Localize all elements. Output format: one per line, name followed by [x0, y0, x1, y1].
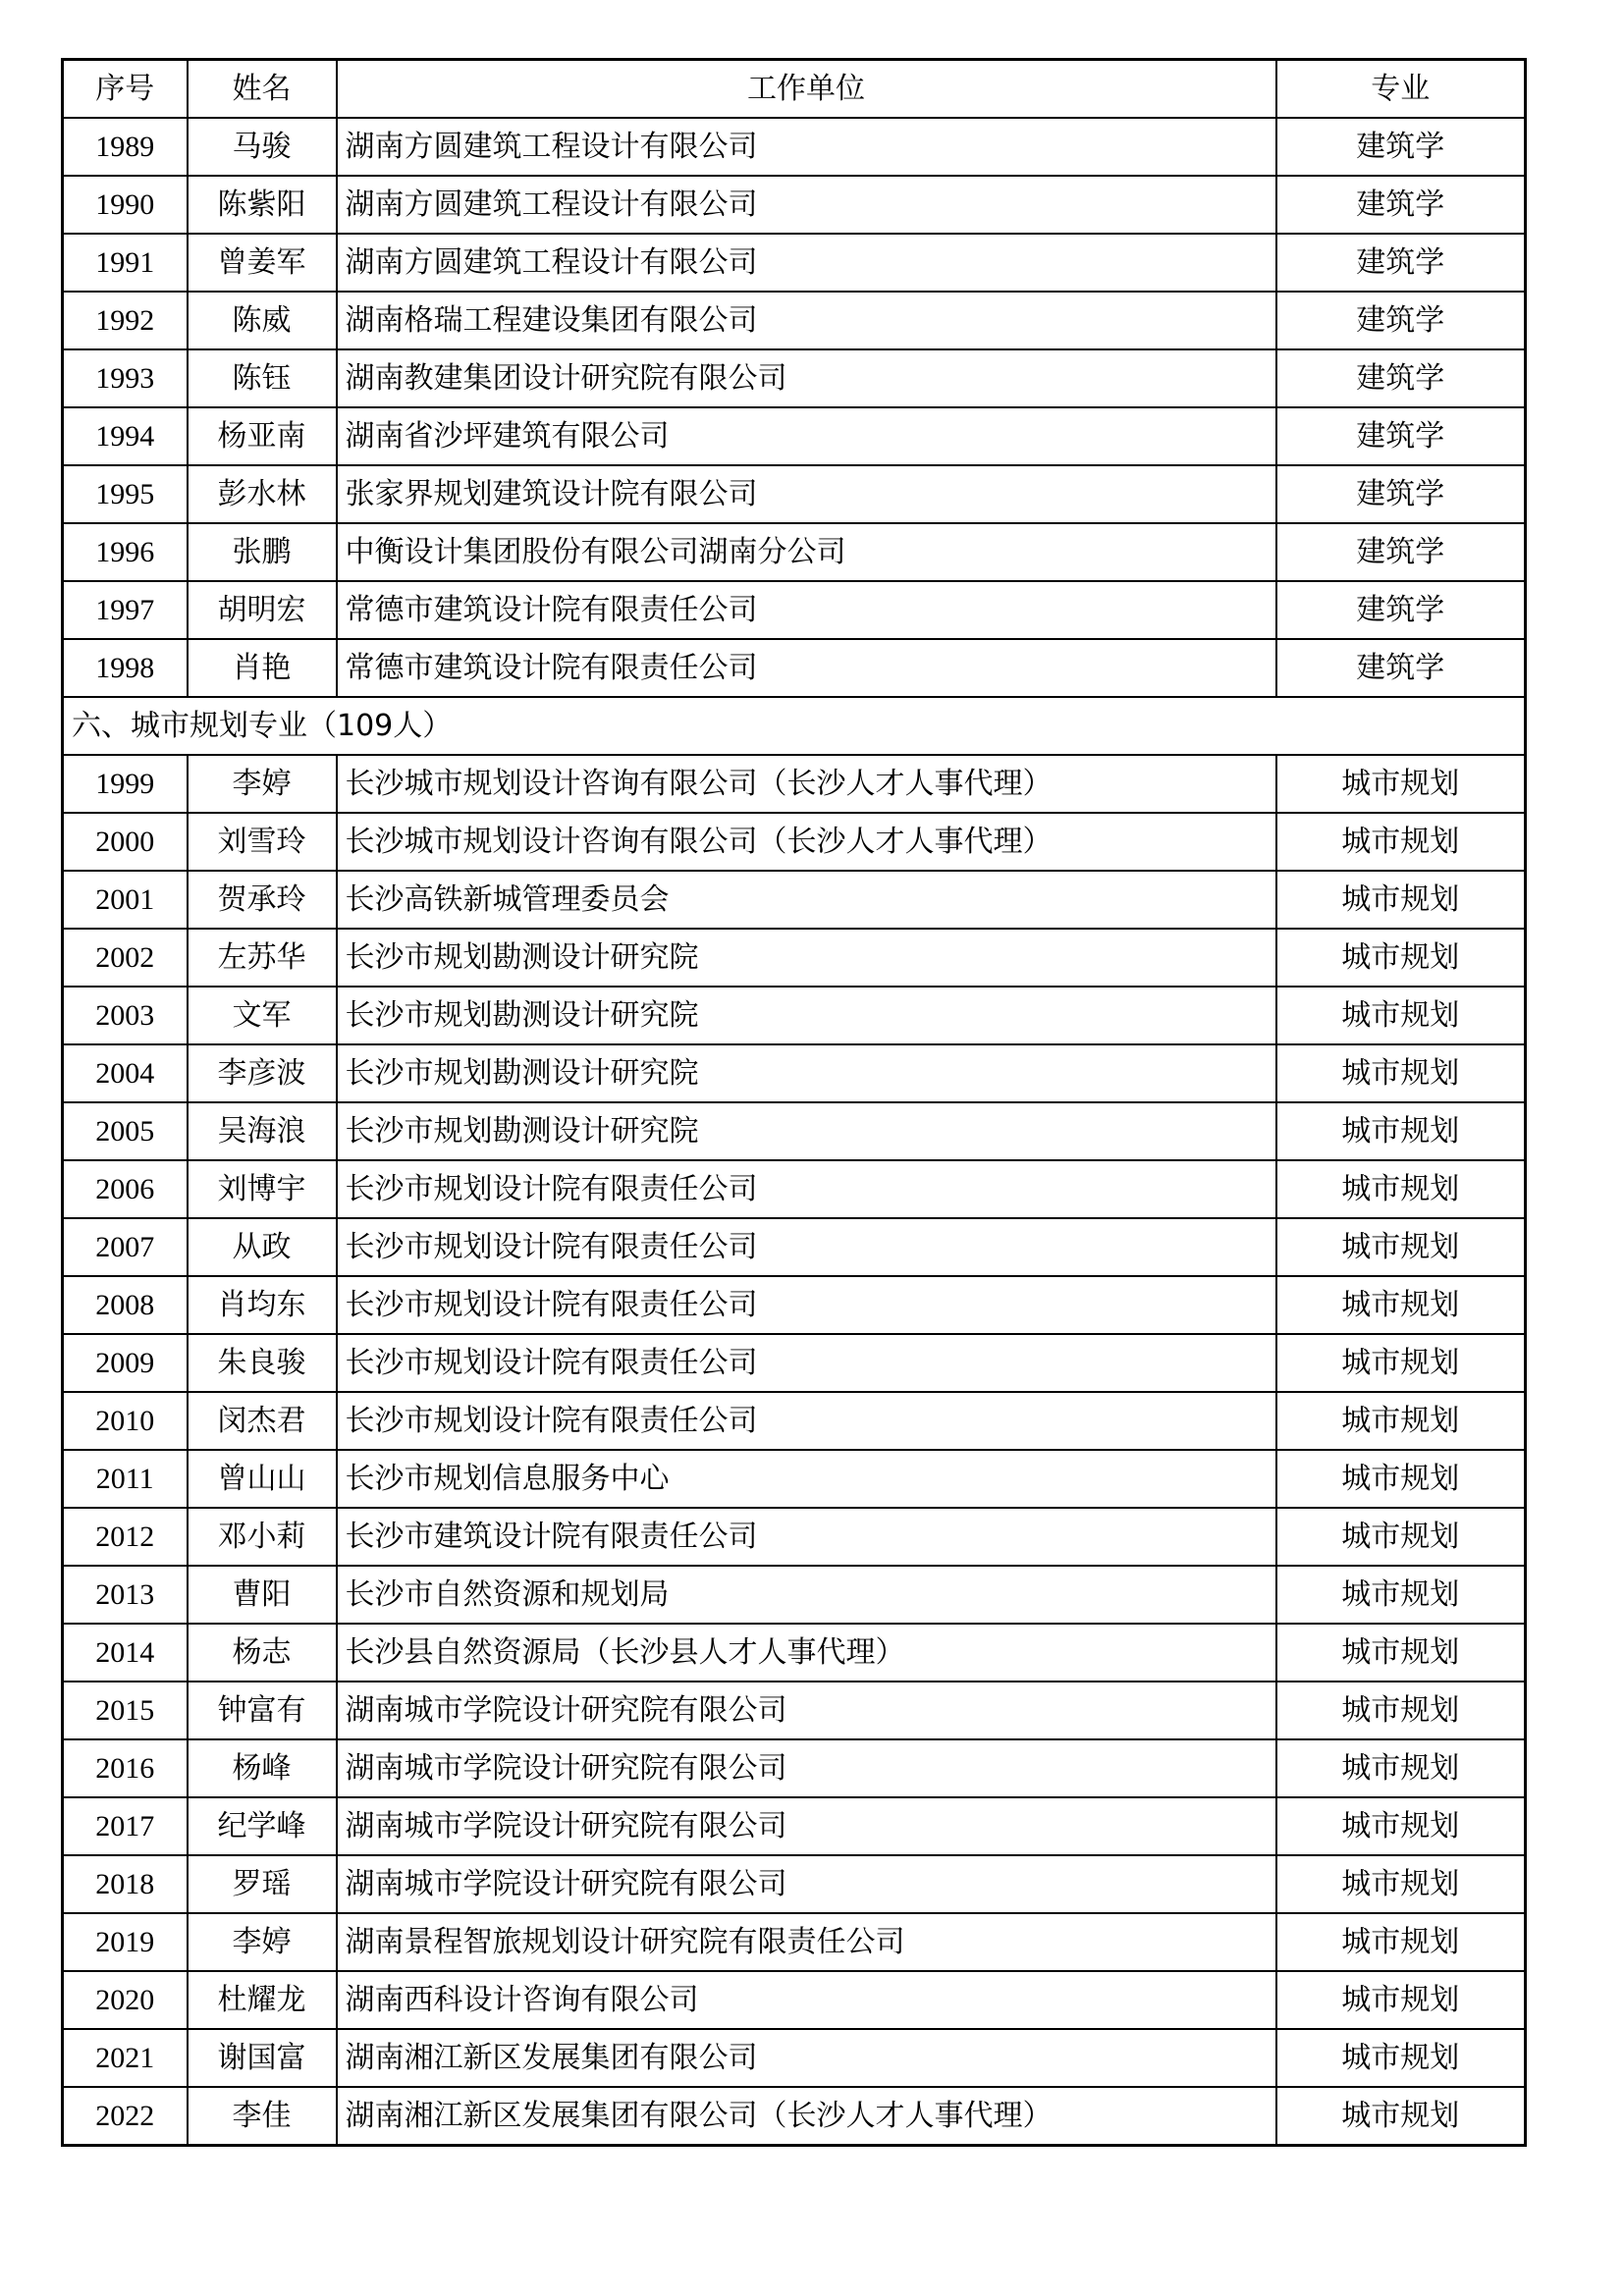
cell-unit: 长沙市规划设计院有限责任公司 — [337, 1392, 1276, 1450]
cell-major: 建筑学 — [1276, 639, 1526, 697]
cell-name: 罗瑶 — [188, 1855, 337, 1913]
cell-no: 1999 — [63, 755, 188, 813]
cell-no: 1994 — [63, 407, 188, 465]
cell-name: 吴海浪 — [188, 1102, 337, 1160]
table-row — [63, 523, 1526, 581]
cell-major: 城市规划 — [1276, 813, 1526, 871]
cell-name: 刘雪玲 — [188, 813, 337, 871]
table-row — [63, 2087, 1526, 2146]
cell-no: 2015 — [63, 1682, 188, 1739]
table-row — [63, 871, 1526, 929]
cell-major: 建筑学 — [1276, 523, 1526, 581]
cell-no: 2007 — [63, 1218, 188, 1276]
cell-unit: 长沙县自然资源局（长沙县人才人事代理） — [337, 1624, 1276, 1682]
table-row — [63, 1044, 1526, 1102]
cell-no: 2017 — [63, 1797, 188, 1855]
cell-unit: 湖南城市学院设计研究院有限公司 — [337, 1797, 1276, 1855]
cell-major: 建筑学 — [1276, 118, 1526, 176]
cell-no: 1989 — [63, 118, 188, 176]
cell-major: 建筑学 — [1276, 465, 1526, 523]
cell-name: 闵杰君 — [188, 1392, 337, 1450]
header-name: 姓名 — [188, 60, 337, 119]
cell-major: 城市规划 — [1276, 755, 1526, 813]
cell-name: 曾山山 — [188, 1450, 337, 1508]
table-row — [63, 581, 1526, 639]
cell-major: 建筑学 — [1276, 176, 1526, 234]
cell-name: 钟富有 — [188, 1682, 337, 1739]
table-row — [63, 639, 1526, 697]
header-no: 序号 — [63, 60, 188, 119]
cell-major: 城市规划 — [1276, 1276, 1526, 1334]
cell-name: 邓小莉 — [188, 1508, 337, 1566]
cell-name: 李彦波 — [188, 1044, 337, 1102]
header-unit: 工作单位 — [337, 60, 1276, 119]
table-row — [63, 1160, 1526, 1218]
cell-unit: 湖南方圆建筑工程设计有限公司 — [337, 234, 1276, 292]
cell-no: 2011 — [63, 1450, 188, 1508]
table-row — [63, 1913, 1526, 1971]
cell-no: 1992 — [63, 292, 188, 349]
cell-major: 建筑学 — [1276, 581, 1526, 639]
table-row — [63, 929, 1526, 987]
cell-unit: 中衡设计集团股份有限公司湖南分公司 — [337, 523, 1276, 581]
table-row — [63, 1508, 1526, 1566]
table-row — [63, 1450, 1526, 1508]
cell-name: 曾姜军 — [188, 234, 337, 292]
table-row — [63, 987, 1526, 1044]
cell-unit: 湖南西科设计咨询有限公司 — [337, 1971, 1276, 2029]
cell-no: 2004 — [63, 1044, 188, 1102]
cell-major: 城市规划 — [1276, 2029, 1526, 2087]
cell-no: 1997 — [63, 581, 188, 639]
table-row — [63, 1392, 1526, 1450]
table-row — [63, 176, 1526, 234]
cell-major: 城市规划 — [1276, 1913, 1526, 1971]
cell-name: 杨峰 — [188, 1739, 337, 1797]
table-row — [63, 234, 1526, 292]
cell-name: 杜耀龙 — [188, 1971, 337, 2029]
cell-major: 城市规划 — [1276, 1682, 1526, 1739]
section-title: 六、城市规划专业（109人） — [63, 697, 1526, 755]
cell-no: 1998 — [63, 639, 188, 697]
cell-no: 2003 — [63, 987, 188, 1044]
cell-unit: 长沙市规划设计院有限责任公司 — [337, 1218, 1276, 1276]
cell-name: 文军 — [188, 987, 337, 1044]
cell-name: 李婷 — [188, 1913, 337, 1971]
cell-unit: 湖南格瑞工程建设集团有限公司 — [337, 292, 1276, 349]
cell-name: 胡明宏 — [188, 581, 337, 639]
cell-name: 左苏华 — [188, 929, 337, 987]
cell-name: 陈紫阳 — [188, 176, 337, 234]
table-row — [63, 1218, 1526, 1276]
cell-unit: 长沙市自然资源和规划局 — [337, 1566, 1276, 1624]
cell-name: 朱良骏 — [188, 1334, 337, 1392]
table-header-row — [63, 60, 1526, 119]
section-row — [63, 697, 1526, 755]
cell-no: 1990 — [63, 176, 188, 234]
cell-no: 2000 — [63, 813, 188, 871]
cell-name: 肖艳 — [188, 639, 337, 697]
cell-major: 城市规划 — [1276, 1334, 1526, 1392]
cell-no: 2020 — [63, 1971, 188, 2029]
cell-name: 彭水林 — [188, 465, 337, 523]
cell-name: 纪学峰 — [188, 1797, 337, 1855]
table-row — [63, 1624, 1526, 1682]
cell-no: 1993 — [63, 349, 188, 407]
cell-name: 张鹏 — [188, 523, 337, 581]
cell-name: 马骏 — [188, 118, 337, 176]
cell-unit: 长沙城市规划设计咨询有限公司（长沙人才人事代理） — [337, 813, 1276, 871]
cell-major: 建筑学 — [1276, 407, 1526, 465]
cell-unit: 长沙城市规划设计咨询有限公司（长沙人才人事代理） — [337, 755, 1276, 813]
cell-major: 城市规划 — [1276, 1102, 1526, 1160]
cell-unit: 长沙市规划勘测设计研究院 — [337, 987, 1276, 1044]
cell-no: 2021 — [63, 2029, 188, 2087]
cell-major: 城市规划 — [1276, 1044, 1526, 1102]
cell-name: 陈钰 — [188, 349, 337, 407]
table-row — [63, 1276, 1526, 1334]
cell-unit: 长沙市规划勘测设计研究院 — [337, 1102, 1276, 1160]
cell-name: 刘博宇 — [188, 1160, 337, 1218]
cell-major: 城市规划 — [1276, 2087, 1526, 2146]
cell-major: 城市规划 — [1276, 1450, 1526, 1508]
cell-major: 城市规划 — [1276, 1218, 1526, 1276]
table-row — [63, 118, 1526, 176]
cell-no: 2001 — [63, 871, 188, 929]
cell-name: 李婷 — [188, 755, 337, 813]
cell-unit: 湖南方圆建筑工程设计有限公司 — [337, 118, 1276, 176]
cell-unit: 长沙市规划信息服务中心 — [337, 1450, 1276, 1508]
table-row — [63, 465, 1526, 523]
cell-unit: 湖南城市学院设计研究院有限公司 — [337, 1855, 1276, 1913]
cell-major: 城市规划 — [1276, 1855, 1526, 1913]
cell-unit: 长沙市规划勘测设计研究院 — [337, 929, 1276, 987]
cell-unit: 湖南省沙坪建筑有限公司 — [337, 407, 1276, 465]
cell-unit: 长沙市规划设计院有限责任公司 — [337, 1276, 1276, 1334]
table-row — [63, 1797, 1526, 1855]
cell-no: 1991 — [63, 234, 188, 292]
cell-no: 2014 — [63, 1624, 188, 1682]
table-row — [63, 813, 1526, 871]
cell-no: 2002 — [63, 929, 188, 987]
table-row — [63, 1682, 1526, 1739]
cell-major: 城市规划 — [1276, 871, 1526, 929]
cell-major: 城市规划 — [1276, 1624, 1526, 1682]
cell-major: 建筑学 — [1276, 292, 1526, 349]
cell-no: 2019 — [63, 1913, 188, 1971]
cell-name: 陈威 — [188, 292, 337, 349]
table-row — [63, 1566, 1526, 1624]
cell-major: 城市规划 — [1276, 1508, 1526, 1566]
cell-unit: 湖南方圆建筑工程设计有限公司 — [337, 176, 1276, 234]
cell-unit: 湖南湘江新区发展集团有限公司（长沙人才人事代理） — [337, 2087, 1276, 2146]
cell-major: 城市规划 — [1276, 1566, 1526, 1624]
cell-name: 谢国富 — [188, 2029, 337, 2087]
cell-no: 1996 — [63, 523, 188, 581]
table-row — [63, 1102, 1526, 1160]
cell-major: 建筑学 — [1276, 349, 1526, 407]
cell-name: 杨志 — [188, 1624, 337, 1682]
cell-unit: 湖南景程智旅规划设计研究院有限责任公司 — [337, 1913, 1276, 1971]
table-row — [63, 1855, 1526, 1913]
cell-no: 2012 — [63, 1508, 188, 1566]
cell-name: 曹阳 — [188, 1566, 337, 1624]
cell-major: 城市规划 — [1276, 1797, 1526, 1855]
cell-no: 2005 — [63, 1102, 188, 1160]
cell-major: 城市规划 — [1276, 929, 1526, 987]
table-row — [63, 755, 1526, 813]
roster-table — [61, 58, 1527, 2147]
cell-name: 李佳 — [188, 2087, 337, 2146]
cell-name: 贺承玲 — [188, 871, 337, 929]
cell-name: 肖均东 — [188, 1276, 337, 1334]
cell-no: 1995 — [63, 465, 188, 523]
cell-unit: 长沙市规划勘测设计研究院 — [337, 1044, 1276, 1102]
cell-unit: 常德市建筑设计院有限责任公司 — [337, 581, 1276, 639]
table-row — [63, 1739, 1526, 1797]
cell-unit: 常德市建筑设计院有限责任公司 — [337, 639, 1276, 697]
table-row — [63, 1971, 1526, 2029]
table-row — [63, 2029, 1526, 2087]
header-major: 专业 — [1276, 60, 1526, 119]
cell-unit: 长沙市规划设计院有限责任公司 — [337, 1160, 1276, 1218]
cell-no: 2016 — [63, 1739, 188, 1797]
cell-major: 建筑学 — [1276, 234, 1526, 292]
cell-unit: 湖南湘江新区发展集团有限公司 — [337, 2029, 1276, 2087]
cell-major: 城市规划 — [1276, 987, 1526, 1044]
table-row — [63, 349, 1526, 407]
cell-no: 2008 — [63, 1276, 188, 1334]
table-row — [63, 292, 1526, 349]
cell-major: 城市规划 — [1276, 1160, 1526, 1218]
cell-no: 2022 — [63, 2087, 188, 2146]
cell-name: 杨亚南 — [188, 407, 337, 465]
cell-no: 2006 — [63, 1160, 188, 1218]
cell-no: 2009 — [63, 1334, 188, 1392]
cell-unit: 湖南城市学院设计研究院有限公司 — [337, 1682, 1276, 1739]
cell-no: 2018 — [63, 1855, 188, 1913]
cell-unit: 长沙市规划设计院有限责任公司 — [337, 1334, 1276, 1392]
cell-unit: 长沙高铁新城管理委员会 — [337, 871, 1276, 929]
cell-unit: 长沙市建筑设计院有限责任公司 — [337, 1508, 1276, 1566]
cell-major: 城市规划 — [1276, 1739, 1526, 1797]
cell-no: 2013 — [63, 1566, 188, 1624]
cell-unit: 张家界规划建筑设计院有限公司 — [337, 465, 1276, 523]
cell-no: 2010 — [63, 1392, 188, 1450]
cell-name: 从政 — [188, 1218, 337, 1276]
cell-major: 城市规划 — [1276, 1971, 1526, 2029]
table-body — [63, 118, 1526, 2146]
table-row — [63, 1334, 1526, 1392]
cell-unit: 湖南城市学院设计研究院有限公司 — [337, 1739, 1276, 1797]
table-row — [63, 407, 1526, 465]
cell-major: 城市规划 — [1276, 1392, 1526, 1450]
cell-unit: 湖南教建集团设计研究院有限公司 — [337, 349, 1276, 407]
